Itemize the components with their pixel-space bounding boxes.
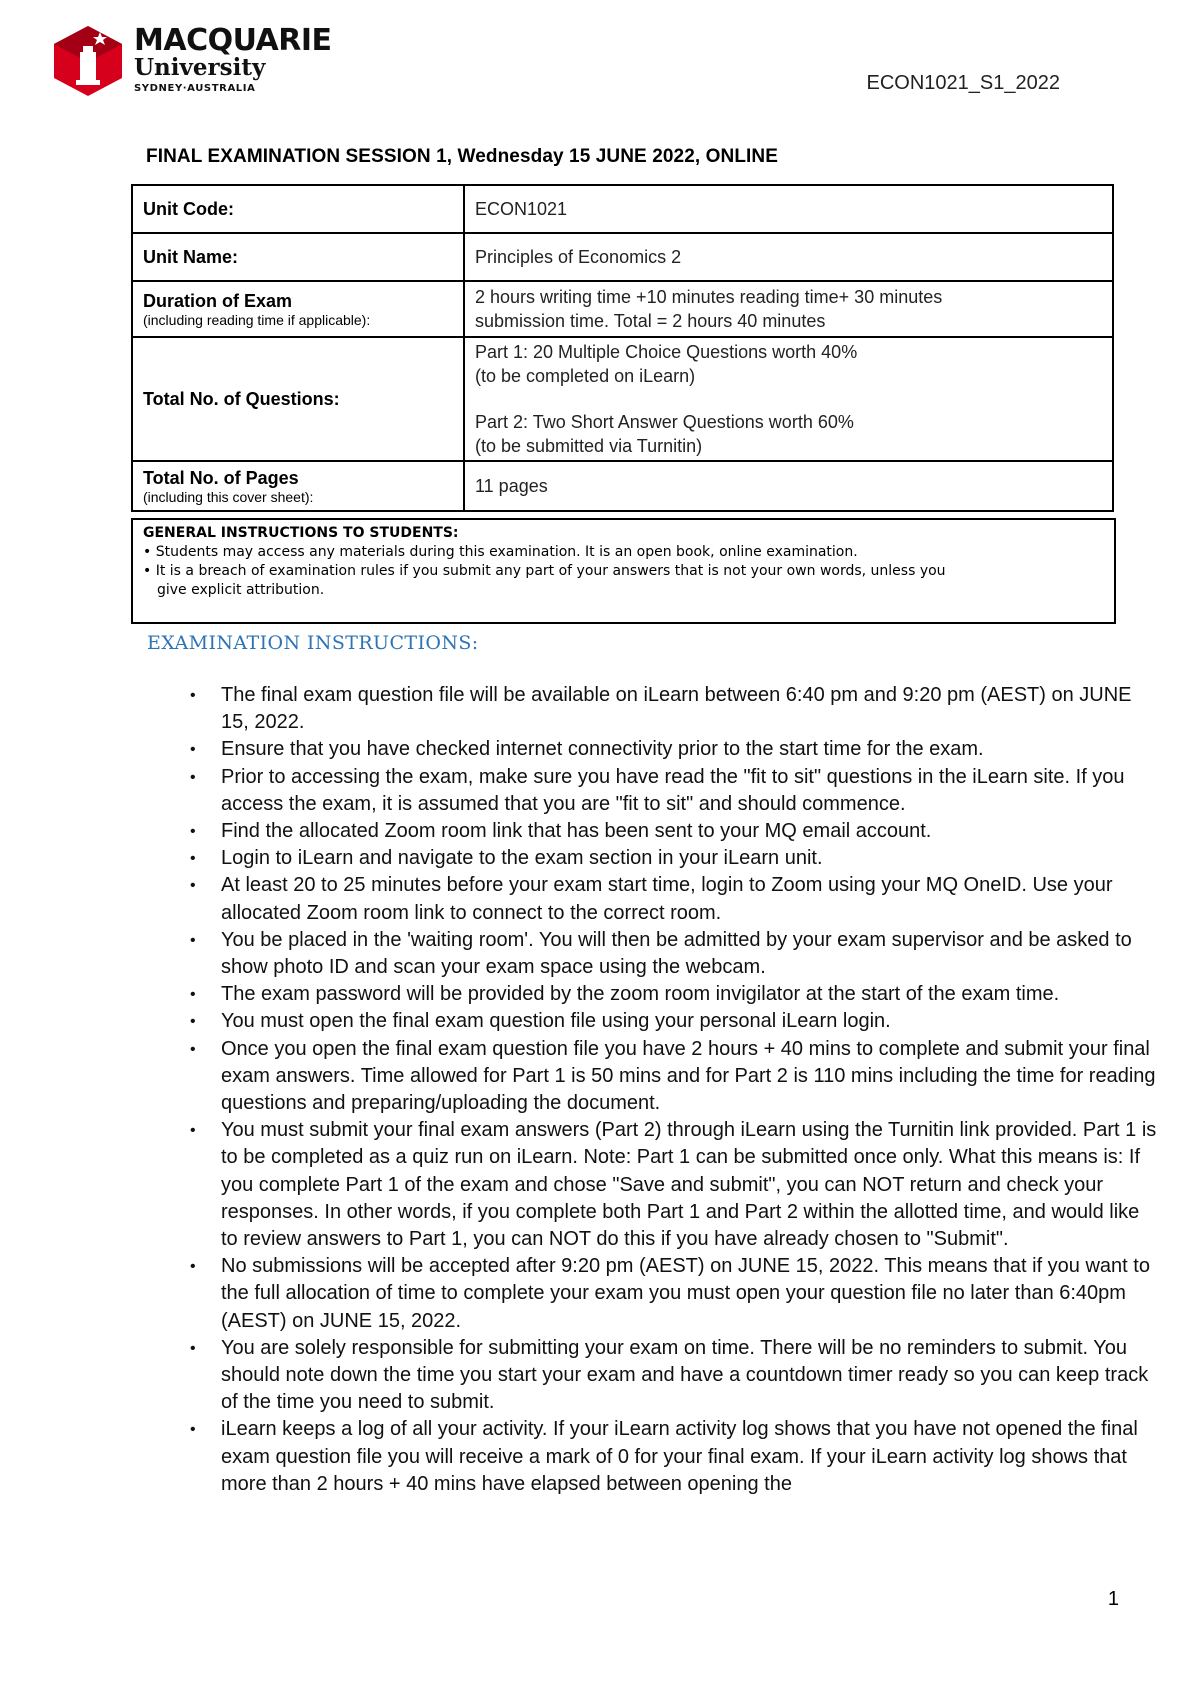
table-row-unit-code bbox=[132, 185, 1113, 233]
questions-line-4: (to be submitted via Turnitin) bbox=[475, 436, 703, 456]
list-item-text: iLearn keeps a log of all your activity. If your iLearn activity log shows that you have not opened the final exam question file you will receive a mark of 0 for your final exam. If your iLearn activity log shows that more than 2 hours + 40 mins have elapsed between opening the bbox=[221, 1418, 1138, 1495]
list-item-text: You are solely responsible for submitting your exam on time. There will be no reminders to submit. You should note down the time you start your exam and have a countdown timer ready so you can keep track of the time you need to submit. bbox=[221, 1336, 1149, 1414]
bullet-icon: • bbox=[190, 931, 196, 949]
university-logo bbox=[52, 23, 332, 98]
questions-line-3: Part 2: Two Short Answer Questions worth 60% bbox=[475, 412, 854, 432]
list-item bbox=[190, 1416, 1160, 1498]
list-item-text: You must submit your final exam answers (Part 2) through iLearn using the Turnitin link provided. Part 1 is to be completed as a quiz run on iLearn. Note: Part 1 can be submitted once only. What this means is: If you complete Part 1 of the exam and chose "Save and submit", you can NOT return and check your responses. In other words, if you complete both Part 1 and Part 2 within the allotted time, and would like to review answers to Part 1, you can NOT do this if you have already chosen to "Submit". bbox=[221, 1119, 1157, 1251]
list-item-text: The final exam question file will be available on iLearn between 6:40 pm and 9:20 pm (AEST) on JUNE 15, 2022. bbox=[221, 684, 1132, 734]
bullet-icon: • bbox=[190, 823, 196, 841]
table-row-pages bbox=[132, 461, 1113, 511]
duration-label bbox=[132, 281, 464, 337]
page-title: FINAL EXAMINATION SESSION 1, Wednesday 15 JUNE 2022, ONLINE bbox=[146, 146, 779, 167]
questions-line-2: (to be completed on iLearn) bbox=[475, 366, 696, 386]
duration-line-2: submission time. Total = 2 hours 40 minutes bbox=[475, 311, 826, 331]
table-row-duration bbox=[132, 281, 1113, 337]
questions-value bbox=[464, 337, 1113, 461]
table-row-questions bbox=[132, 337, 1113, 461]
duration-value bbox=[464, 281, 1113, 337]
bullet-icon: • bbox=[190, 1013, 196, 1031]
bullet-icon: • bbox=[190, 877, 196, 895]
unit-code-value: ECON1021 bbox=[464, 185, 1113, 233]
list-item-text: The exam password will be provided by the zoom room invigilator at the start of the exam time. bbox=[221, 983, 1060, 1006]
duration-line-1: 2 hours writing time +10 minutes reading time+ 30 minutes bbox=[475, 287, 943, 307]
list-item bbox=[190, 845, 1160, 872]
logo-word-macquarie: MACQUARIE bbox=[134, 23, 332, 58]
duration-label-text: Duration of Exam bbox=[143, 290, 293, 311]
unit-code-label: Unit Code: bbox=[132, 185, 464, 233]
list-item bbox=[190, 818, 1160, 845]
list-item bbox=[190, 736, 1160, 763]
list-item-text: At least 20 to 25 minutes before your exam start time, login to Zoom using your MQ OneID. Use your allocated Zoom room link to connect to the correct room. bbox=[221, 874, 1113, 924]
pages-value: 11 pages bbox=[464, 461, 1113, 511]
list-item bbox=[190, 682, 1160, 736]
list-item bbox=[190, 1117, 1160, 1253]
questions-label: Total No. of Questions: bbox=[132, 337, 464, 461]
section-heading: EXAMINATION INSTRUCTIONS: bbox=[147, 632, 479, 654]
bullet-icon: • bbox=[190, 768, 196, 786]
general-instructions-heading: GENERAL INSTRUCTIONS TO STUDENTS: bbox=[143, 525, 459, 541]
pages-label bbox=[132, 461, 464, 511]
list-item-text: Find the allocated Zoom room link that has been sent to your MQ email account. bbox=[221, 820, 932, 843]
list-item bbox=[190, 1036, 1160, 1118]
pages-sublabel: (including this cover sheet): bbox=[143, 488, 314, 505]
list-item bbox=[190, 1335, 1160, 1417]
logo-word-location: SYDNEY·AUSTRALIA bbox=[134, 83, 256, 94]
list-item bbox=[190, 1253, 1160, 1335]
bullet-icon: • bbox=[190, 741, 196, 759]
list-item-text: Once you open the final exam question file you have 2 hours + 40 mins to complete and submit your final exam answers. Time allowed for Part 1 is 50 mins and for Part 2 is 110 mins including the time for reading questions and preparing/uploading the document. bbox=[221, 1037, 1156, 1115]
document-code: ECON1021_S1_2022 bbox=[866, 72, 1060, 94]
list-item bbox=[190, 981, 1160, 1008]
bullet-icon: • bbox=[190, 1258, 196, 1276]
bullet-icon: • bbox=[190, 1122, 196, 1140]
general-instructions-box bbox=[131, 518, 1116, 624]
exam-instructions-list bbox=[190, 682, 1160, 1498]
list-item-text: No submissions will be accepted after 9:20 pm (AEST) on JUNE 15, 2022. This means that if you want to the full allocation of time to complete your exam you must open your question file no later than 6:40pm (AEST) on JUNE 15, 2022. bbox=[221, 1255, 1150, 1332]
bullet-icon: • bbox=[190, 687, 196, 704]
list-item bbox=[190, 1008, 1160, 1035]
bullet-icon: • bbox=[190, 850, 196, 868]
unit-name-value: Principles of Economics 2 bbox=[464, 233, 1113, 281]
duration-sublabel: (including reading time if applicable): bbox=[143, 311, 371, 328]
unit-name-label: Unit Name: bbox=[132, 233, 464, 281]
bullet-icon: • bbox=[190, 986, 196, 1004]
list-item bbox=[190, 927, 1160, 981]
table-row-unit-name bbox=[132, 233, 1113, 281]
exam-info-table bbox=[131, 184, 1114, 512]
general-instruction-item-continued: give explicit attribution. bbox=[157, 582, 325, 598]
list-item bbox=[190, 764, 1160, 818]
list-item-text: Ensure that you have checked internet connectivity prior to the start time for the exam. bbox=[221, 738, 984, 761]
logo-word-university: University bbox=[134, 54, 266, 81]
shield-logo-icon bbox=[52, 24, 124, 98]
page-number: 1 bbox=[1107, 1588, 1119, 1610]
questions-line-1: Part 1: 20 Multiple Choice Questions worth 40% bbox=[475, 342, 858, 362]
general-instruction-item: • Students may access any materials during this examination. It is an open book, online examination. bbox=[143, 544, 858, 560]
list-item-text: Prior to accessing the exam, make sure you have read the "fit to sit" questions in the iLearn site. If you access the exam, it is assumed that you are "fit to sit" and should commence. bbox=[221, 765, 1125, 815]
bullet-icon: • bbox=[190, 1339, 196, 1357]
list-item bbox=[190, 872, 1160, 926]
list-item-text: You be placed in the 'waiting room'. You will then be admitted by your exam supervisor and be asked to show photo ID and scan your exam space using the webcam. bbox=[221, 928, 1132, 979]
bullet-icon: • bbox=[190, 1421, 196, 1439]
pages-label-text: Total No. of Pages bbox=[143, 467, 299, 488]
list-item-text: Login to iLearn and navigate to the exam section in your iLearn unit. bbox=[221, 847, 823, 870]
bullet-icon: • bbox=[190, 1040, 196, 1058]
list-item-text: You must open the final exam question file using your personal iLearn login. bbox=[221, 1010, 891, 1033]
general-instruction-item: • It is a breach of examination rules if you submit any part of your answers that is not your own words, unless you bbox=[143, 563, 946, 579]
